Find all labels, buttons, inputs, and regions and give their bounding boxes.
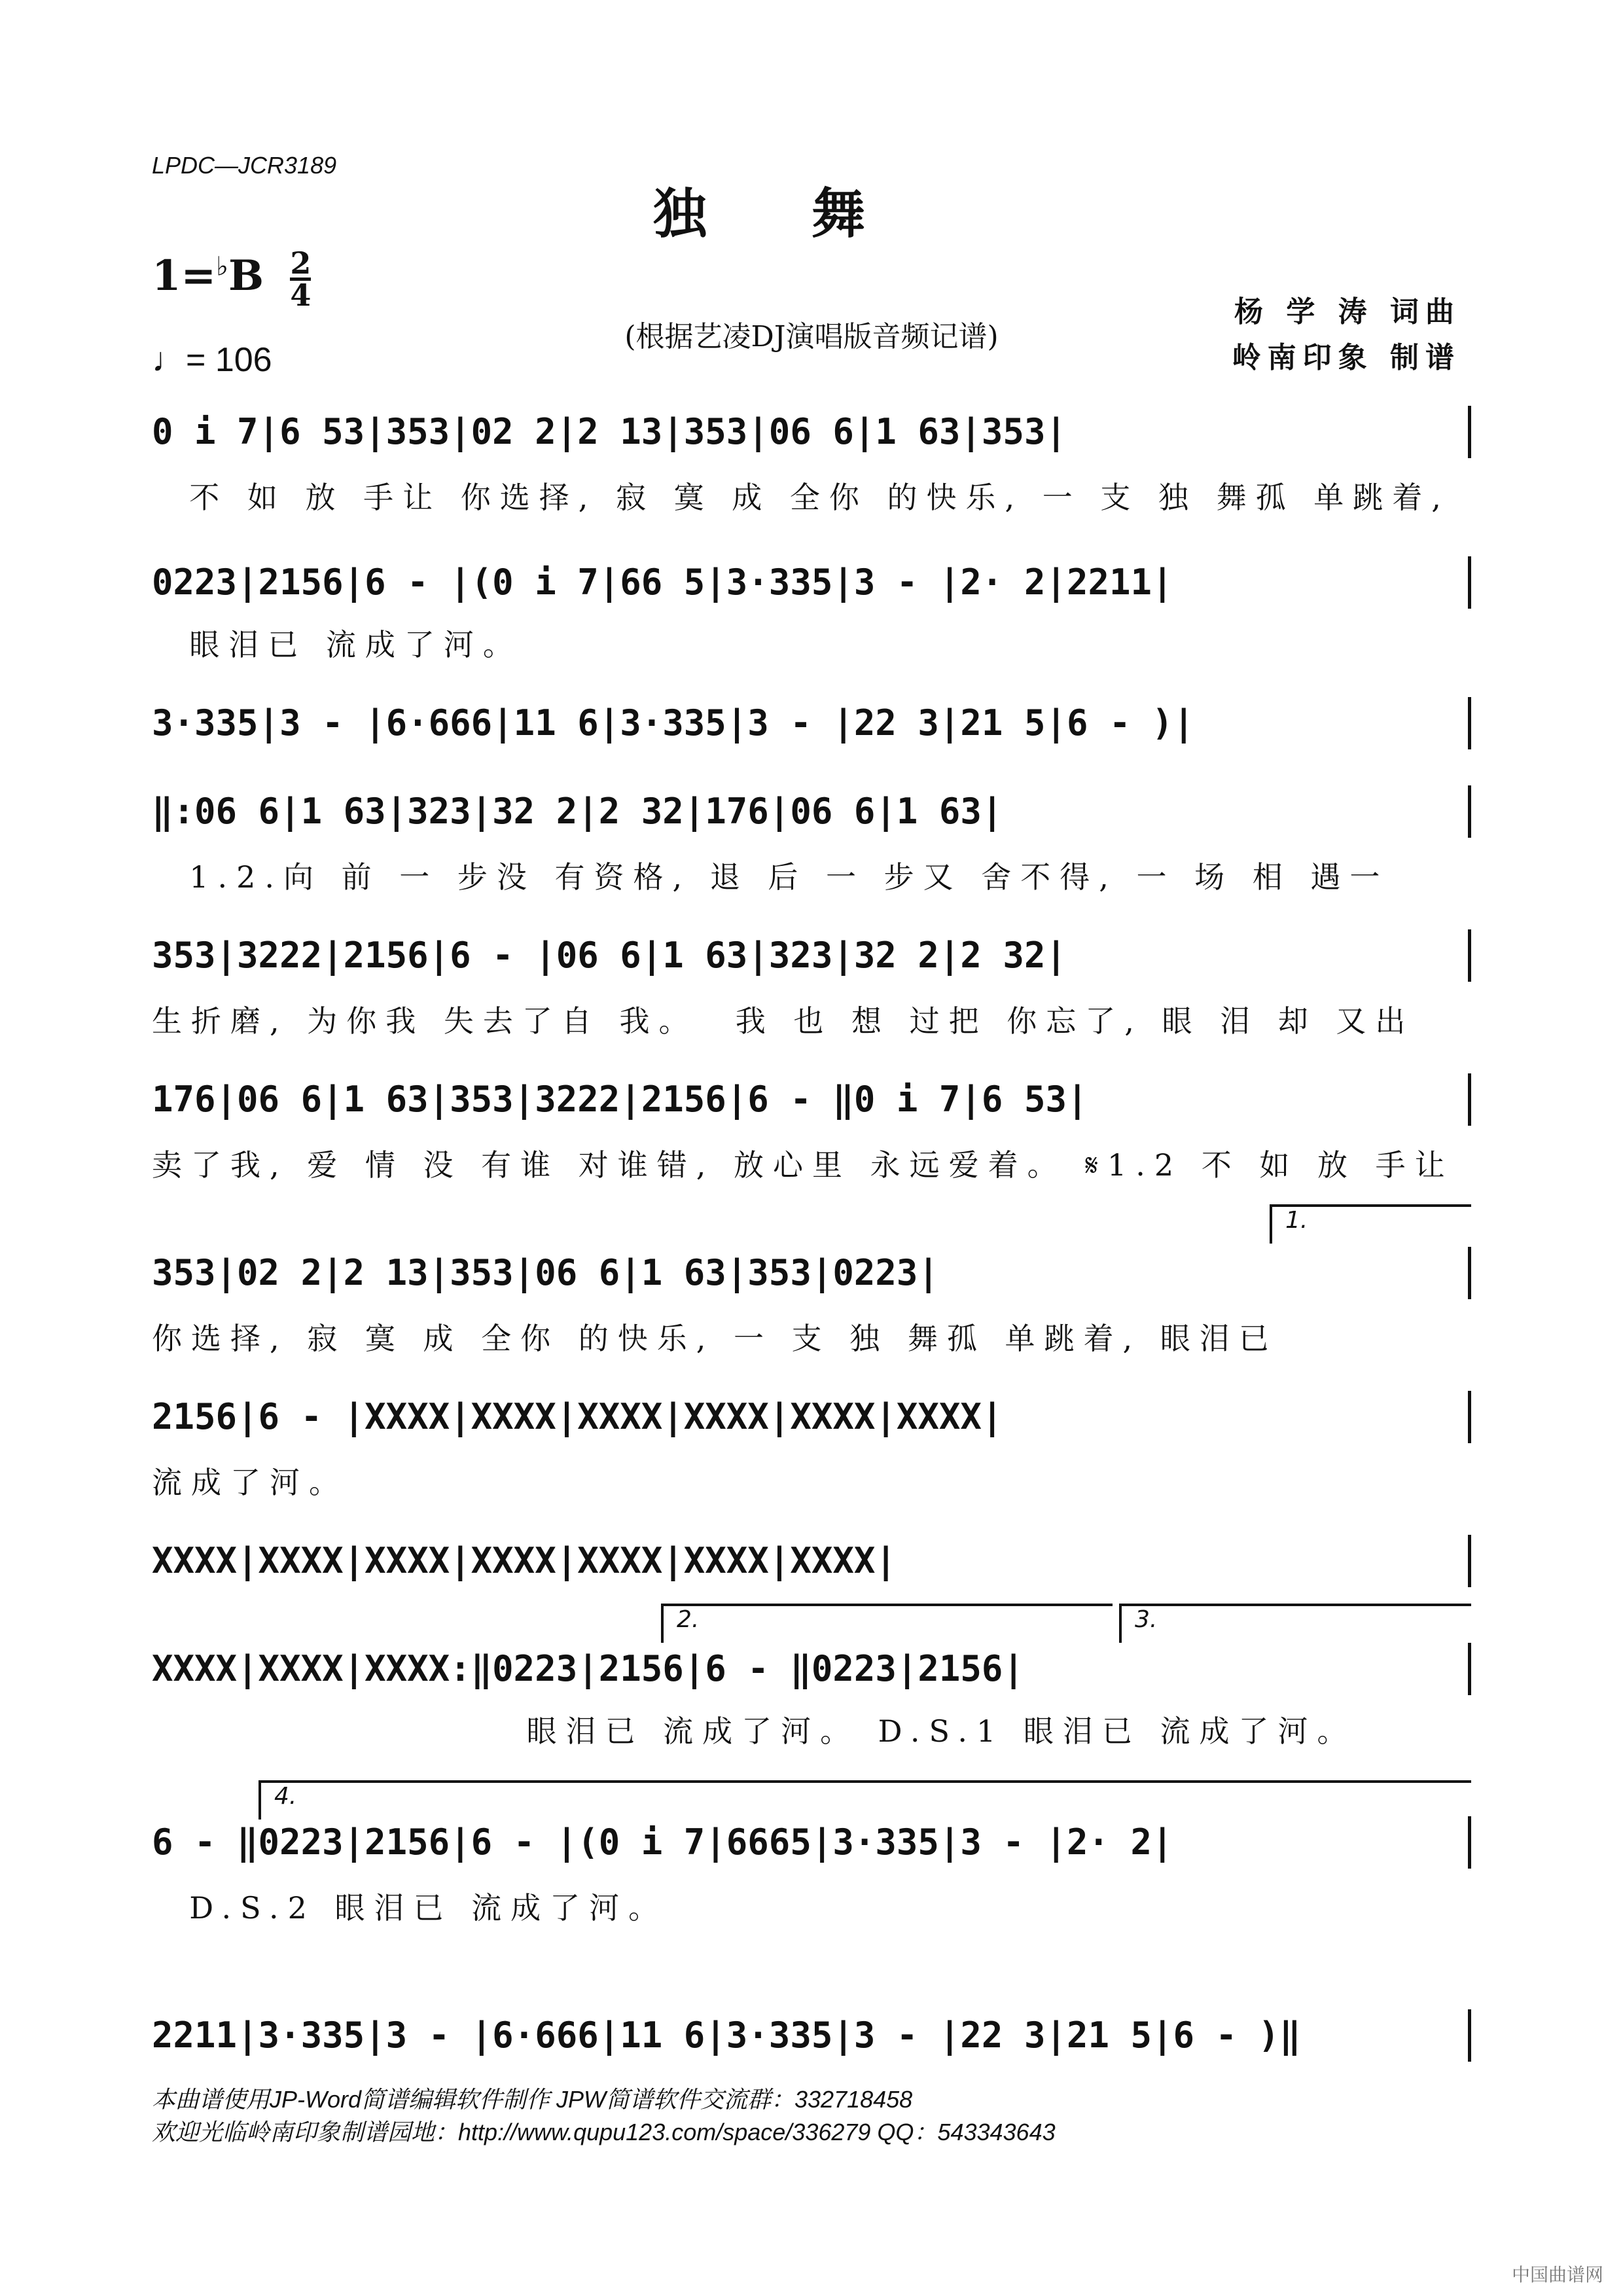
- notation-row: 0223|2156|6 - |(0 i 7|66 5|3·335|3 - |2· 2|2211|: [152, 556, 1471, 609]
- lyric-row: 流成了河。: [152, 1465, 348, 1500]
- time-top: 2: [290, 245, 312, 281]
- notation-row: 0 i 7|6 53|353|02 2|2 13|353|06 6|1 63|353|: [152, 406, 1471, 458]
- lyric-row: 不 如 放 手让 你选择, 寂 寞 成 全你 的快乐, 一 支 独 舞孤 单跳着,: [152, 480, 1450, 515]
- volta-2: 2.: [661, 1604, 1113, 1643]
- notation-row: 353|02 2|2 13|353|06 6|1 63|353|0223|: [152, 1247, 1471, 1299]
- volta-1: 1.: [1270, 1204, 1471, 1244]
- notation-row: 353|3222|2156|6 - |06 6|1 63|323|32 2|2 32|: [152, 929, 1471, 982]
- time-signature: [290, 245, 312, 313]
- tempo-marking: ♩= 106: [152, 341, 272, 379]
- volta-4: 4.: [259, 1780, 1471, 1820]
- lyric-row: 眼泪已 流成了河。: [152, 627, 522, 662]
- time-bottom: 4: [290, 278, 312, 313]
- lyric-row: 卖了我, 爱 情 没 有谁 对谁错, 放心里 永远爱着。 𝄋1.2 不 如 放 手让: [152, 1147, 1454, 1183]
- arranger-credit: 岭南印象 制谱: [1232, 341, 1461, 374]
- footer-line-2: 欢迎光临岭南印象制谱园地：http://www.qupu123.com/space/336279 QQ：543343643: [152, 2119, 1056, 2145]
- notation-row: 176|06 6|1 63|353|3222|2156|6 - ‖0 i 7|6 53|: [152, 1073, 1471, 1126]
- song-title: 独舞: [652, 183, 970, 245]
- lyric-row: 1.2.向 前 一 步没 有资格, 退 后 一 步又 舍不得, 一 场 相 遇一: [152, 859, 1389, 895]
- notation-row: 2211|3·335|3 - |6·666|11 6|3·335|3 - |22 3|21 5|6 - )‖: [152, 2009, 1471, 2062]
- notation-row: XXXX|XXXX|XXXX:‖0223|2156|6 - ‖0223|2156|: [152, 1643, 1471, 1695]
- lyric-row: 眼泪已 流成了河。 D.S.1 眼泪已 流成了河。: [152, 1713, 1357, 1749]
- lyric-row: D.S.2 眼泪已 流成了河。: [152, 1890, 668, 1926]
- footer-line-1: 本曲谱使用JP-Word简谱编辑软件制作 JPW简谱软件交流群：332718458: [152, 2086, 913, 2113]
- notation-row: 2156|6 - |XXXX|XXXX|XXXX|XXXX|XXXX|XXXX|: [152, 1391, 1471, 1443]
- lyric-row: 生折磨, 为你我 失去了自 我。 我 也 想 过把 你忘了, 眼 泪 却 又出: [152, 1003, 1415, 1039]
- flat-symbol: ♭: [216, 251, 229, 282]
- composer-credit: 杨 学 涛 词曲: [1234, 295, 1461, 329]
- key-prefix: 1=: [152, 251, 217, 300]
- notation-row: XXXX|XXXX|XXXX|XXXX|XXXX|XXXX|XXXX|: [152, 1535, 1471, 1587]
- volta-3: 3.: [1119, 1604, 1471, 1643]
- notation-row: 3·335|3 - |6·666|11 6|3·335|3 - |22 3|21 5|6 - )|: [152, 697, 1471, 749]
- watermark-logo: 中国曲谱网: [1511, 2265, 1603, 2285]
- lyric-row: 你选择, 寂 寞 成 全你 的快乐, 一 支 独 舞孤 单跳着, 眼泪已: [152, 1321, 1278, 1356]
- notation-row: 6 - ‖0223|2156|6 - |(0 i 7|6665|3·335|3 - |2· 2|: [152, 1816, 1471, 1869]
- notation-row: ‖:06 6|1 63|323|32 2|2 32|176|06 6|1 63|: [152, 785, 1471, 838]
- subtitle: (根据艺凌DJ演唱版音频记谱): [624, 320, 999, 353]
- key-letter: B: [228, 251, 264, 300]
- catalog-number: LPDC—JCR3189: [152, 152, 337, 179]
- key-signature: [152, 245, 312, 313]
